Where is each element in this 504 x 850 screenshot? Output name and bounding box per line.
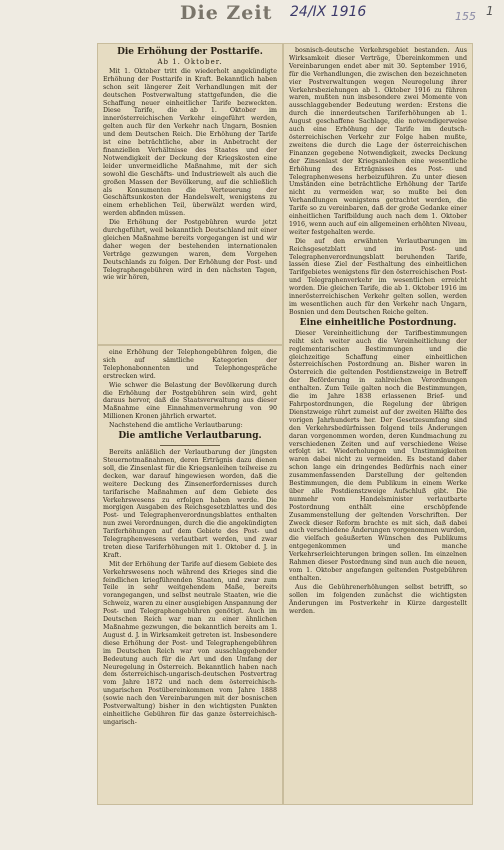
divider — [160, 445, 220, 446]
paragraph: Nachstehend die amtliche Verlautbarung: — [109, 422, 243, 430]
paragraph: Bereits anläßlich der Verlautbarung der jüngsten Steuernotmaßnahmen, deren Erträgnis dazu dienen soll, die Zinsenlast für die Kriegsanleihen teilweise zu decken, war darauf hingewiesen worden, daß die weitere Deckung des Zinsenerfordernisses durch tarifarische Maßnahmen auf dem Gebiete des Verkehrswesens zu erfolgen haben werde. Die morgigen Ausgaben des Reichsgesetzblattes und des Post- und Telegraphenverordnungsblattes enthalten nun zwei Verordnungen, durch die die angekündigten Tariferhöhungen auf dem Gebiete des Post- und Telegraphenwesens verlautbart werden, und zwar treten diese Tariferhöhungen mit 1. Oktober d. J. in Kraft. — [103, 449, 277, 559]
paragraph: Aus die Gebührenerhöhungen selbst betrifft, so sollen im folgenden zunächst die wichtigsten Änderungen im Postverkehr in Kürze dargestellt werden. — [289, 583, 467, 615]
archive-number: 155 — [455, 10, 476, 23]
clipping-column-3 — [284, 44, 472, 804]
paragraph: Die Erhöhung der Postgebühren wurde jetzt durchgeführt, weil bekanntlich Deutschland mit einer gleichen Maßnahme bereits vorgegangen ist und wir daher wegen der bestehenden internationalen Verträge gezwungen waren, dem Vorgehen Deutschlands zu folgen. Der Erhöhung der Post- und Telegraphengebühren wird in den nächsten Tagen, wie wir hören, — [103, 219, 277, 282]
section-heading: Die amtliche Verlautbarung. — [118, 431, 262, 442]
section-heading: Eine einheitliche Postordnung. — [299, 317, 457, 328]
paragraph: Mit 1. Oktober tritt die wiederholt angekündigte Erhöhung der Posttarife in Kraft. Bekanntlich haben schon seit längerer Zeit Verhandlungen mit der deutschen Postverwaltung stattgefunden, die die Schaffung neuer einheitlicher Tarife bezweckten. Diese Tarife, die ab 1. Oktober im innerösterreichischen Verkehr eingeführt werden, gelten auch für den Verkehr nach Ungarn, Bosnien und dem Deutschen Reich. Die Erhöhung der Tarife ist eine beträchtliche, aber in Anbetracht der finanziellen Verhältnisse des Staates und der Notwendigkeit der Deckung der Kriegskosten eine leider unvermeidliche Maßnahme, mit der sich sowohl die Geschäfts- und Industriewelt als auch die großen Massen der Bevölkerung, auf die schließlich als Konsumenten die Verteuerung der Geschäftsunkosten der Handelswelt, wenigstens zu einem erheblichen Teil, überwälzt werden wird, werden abfinden müssen. — [103, 67, 277, 218]
newspaper-masthead: Die Zeit — [180, 2, 273, 24]
paragraph: Die auf den erwähnten Verlautbarungen im Reichsgesetzblatt und im Post- und Telegraphenverordnungsblatt beruhenden Tarife, lassen diese Ziel der Festhaltung des einheitlichen Tarifgebietes wenigstens für den österreichischen Post- und Telegraphenverkehr im wesentlichen erreicht worden. Die gleichen Tarife, die ab 1. Oktober 1916 im innerösterreichischen Verkehr gelten sollen, werden im wesentlichen auch für den Verkehr nach Ungarn, Bosnien und dem Deutschen Reiche gelten. — [289, 237, 467, 316]
paragraph: Mit der Erhöhung der Tarife auf diesem Gebiete des Verkehrswesens noch während des Krieges sind die feindlichen kriegführenden Staaten, und zwar zum Teile in sehr weitgehendem Maße, bereits vorangegangen, und selbst neutrale Staaten, wie die Schweiz, waren zu einer ausgiebigen Anspannung der Post- und Telegraphengebühren genötigt. Auch im Deutschen Reich war man zu einer ähnlichen Maßnahme gezwungen, die bekanntlich bereits am 1. August d. J. in Wirksamkeit getreten ist. Insbesondere diese Erhöhung der Post- und Telegraphengebühren im Deutschen Reich war von ausschlaggebender Bedeutung auch für die Art und den Umfang der Neuregelung in Österreich. Bekanntlich haben nach dem österreichisch-ungarisch-deutschen Postvertrag vom Jahre 1872 und nach dem österreichisch-ungarischen Postübereinkommen vom Jahre 1888 (sowie nach den Vereinbarungen mit der bosnischen Postverwaltung) bisher in den wichtigsten Punkten einheitliche Gebühren für das ganze österreichisch-ungarisch- — [103, 560, 277, 726]
clipping-column-1 — [98, 44, 282, 344]
clipping-column-2 — [98, 346, 282, 804]
paragraph: Wie schwer die Belastung der Bevölkerung durch die Erhöhung der Postgebühren sein wird, geht daraus hervor, daß die Staatsverwaltung aus dieser Maßnahme eine Einnahmenvermehrung von 90 Millionen Kronen jährlich erwartet. — [103, 381, 277, 421]
handwritten-date: 24/IX 1916 — [290, 4, 367, 20]
article-title: Die Erhöhung der Posttarife. — [117, 47, 263, 57]
page-number: 1 — [486, 4, 494, 18]
paragraph: bosnisch-deutsche Verkehrsgebiet bestanden. Aus Wirksamkeit dieser Verträge, Übereinkommen und Vereinbarungen endet aber mit 30. September 1916, für die Verhandlungen, die zwischen den bezeichneten vier Postverwaltungen wegen Neuregelung ihrer Verkehrsbeziehungen ab 1. Oktober 1916 zu führen waren, mußten nun insbesondere zwei Momente von ausschlaggebender Bedeutung werden: Erstens die durch die innerdeutschen Tariferhöhungen ab 1. August geschaffene Sachlage, die notwendigerweise auch eine Erhöhung der Tarife im deutsch-österreichischen Verkehr zur Folge haben mußte, zweitens die durch die Lage der österreichischen Finanzen gegebene Notwendigkeit, zwecks Deckung der Zinsenlast der Kriegsanleihen eine wesentliche Erhöhung des Erträgnisses des Post- und Telegraphenwesens herbeizuführen. Zu unter diesen Umständen eine beträchtliche Erhöhung der Tarife nicht zu vermeiden war, so mußte bei den Verhandlungen wenigstens getrachtet werden, die Tarife so zu vereinbaren, daß der große Gedanke einer einheitlichen Tarifbildung auch nach dem 1. Oktober 1916, wenn auch auf ein allgemeinen erhöhten Niveau, weiter festgehalten werde. — [289, 47, 467, 236]
paragraph: eine Erhöhung der Telephongebühren folgen, die sich auf sämtliche Kategorien der Telephonabonnenten und Telephongespräche erstrecken wird. — [103, 349, 277, 380]
paragraph: Dieser Vereinheitlichung der Tarifbestimmungen reiht sich weiter auch die Vereinheitlichung der reglementarischen Bestimmungen und die gleichzeitige Schaffung einer einheitlichen österreichischen Postordnung an. Bisher waren in Österreich die geltenden Postdienstzweige in Betreff der Beförderung in zahlreichen Verordnungen enthalten. Zum Teile galten noch die Bestimmungen, die im Jahre 1838 erlassenen Brief- und Fahrpostordnungen, die Regelung der übrigen Dienstzweige rührt zumeist auf der zweiten Hälfte des vorigen Jahrhunderts her. Der Gesetzesumfang sind den Verkehrsbedürfnissen folgend teils Änderungen daran vorgenommen worden, deren Kundmachung zu verschiedenen Zeiten und auf verschiedene Weise erfolgt ist. Wiederholungen und Unstimmigkeiten waren dabei nicht zu vermeiden. Es bestand daher schon lange ein dringendes Bedürfnis nach einer zusammenfassenden Darstellung der geltenden Bestimmungen, die dem Publikum in einem Werke über alle Postdienstzweige Aufschluß gibt. Die nunmehr vom Handelsminister verlautbarte Postordnung enthält eine erschöpfende Zusammenstellung der geltenden Vorschriften. Der Zweck dieser Reform brachte es mit sich, daß dabei auch verschiedene Änderungen vorgenommen wurden, die vielfach geäußerten Wünschen des Publikums entgegenkommen und manche Verkehrserleichterungen bringen sollen. Im einzelnen Rahmen dieser Postordnung sind nun auch die neuen, vom 1. Oktober angefangen geltenden Postgebühren enthalten. — [289, 329, 467, 582]
article-subtitle: Ab 1. Oktober. — [157, 58, 223, 66]
